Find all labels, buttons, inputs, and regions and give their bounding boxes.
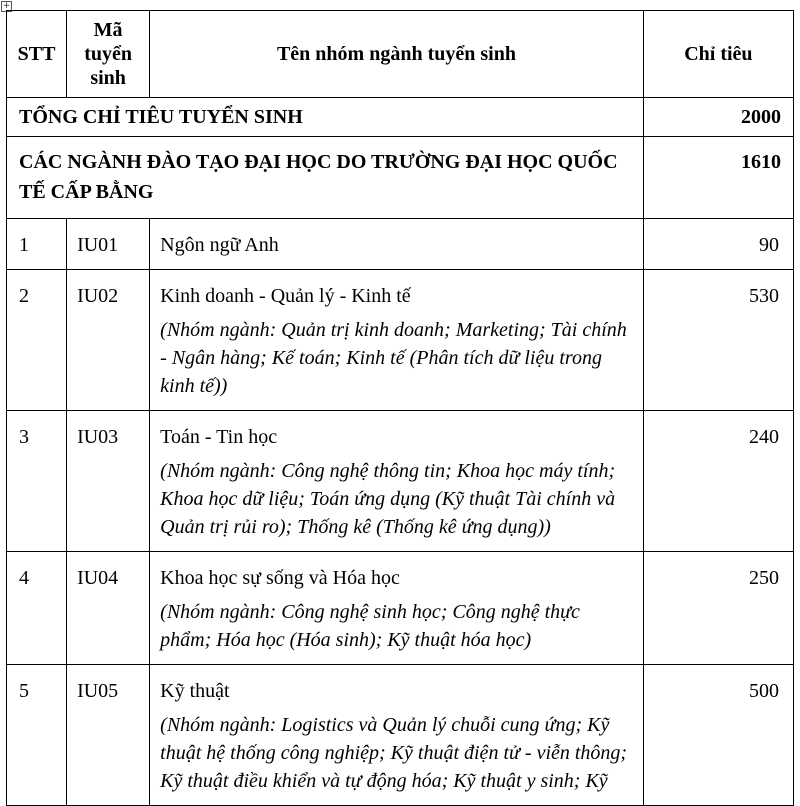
row-quota: 500 [643, 665, 793, 806]
row-name: Kinh doanh - Quản lý - Kinh tế [160, 285, 411, 307]
row-stt: 5 [7, 665, 67, 806]
row-quota: 240 [643, 411, 793, 552]
group-label: CÁC NGÀNH ĐÀO TẠO ĐẠI HỌC DO TRƯỜNG ĐẠI HỌC QUỐC TẾ CẤP BẰNG [7, 137, 644, 219]
row-code: IU05 [67, 665, 150, 806]
header-name: Tên nhóm ngành tuyển sinh [150, 11, 644, 98]
row-name-cell [150, 411, 644, 552]
row-quota: 90 [643, 219, 793, 270]
row-name: Toán - Tin học [160, 426, 278, 448]
row-name: Ngôn ngữ Anh [160, 234, 279, 256]
table-row [7, 665, 794, 806]
row-code: IU04 [67, 552, 150, 665]
row-note: (Nhóm ngành: Công nghệ thông tin; Khoa học máy tính; Khoa học dữ liệu; Toán ứng dụng (Kỹ thuật Tài chính và Quản trị rủi ro); Thống kê (Thống kê ứng dụng)) [160, 460, 616, 538]
row-name-cell [150, 665, 644, 806]
row-code: IU03 [67, 411, 150, 552]
row-quota: 530 [643, 270, 793, 411]
row-name-cell [150, 219, 644, 270]
header-quota: Chỉ tiêu [643, 11, 793, 98]
total-row [7, 98, 794, 137]
row-code: IU01 [67, 219, 150, 270]
table-move-handle-icon[interactable]: + [2, 1, 11, 11]
group-value: 1610 [643, 137, 793, 219]
header-code: Mã tuyển sinh [67, 11, 150, 98]
row-name-cell [150, 270, 644, 411]
row-quota: 250 [643, 552, 793, 665]
group-row [7, 137, 794, 219]
row-stt: 3 [7, 411, 67, 552]
admission-quota-table [6, 10, 794, 806]
row-stt: 4 [7, 552, 67, 665]
row-code: IU02 [67, 270, 150, 411]
table-row [7, 270, 794, 411]
total-value: 2000 [643, 98, 793, 137]
table-row [7, 219, 794, 270]
total-label: TỔNG CHỈ TIÊU TUYỂN SINH [7, 98, 644, 137]
row-name-cell [150, 552, 644, 665]
row-note: (Nhóm ngành: Công nghệ sinh học; Công nghệ thực phẩm; Hóa học (Hóa sinh); Kỹ thuật hóa học) [160, 601, 580, 651]
row-name: Khoa học sự sống và Hóa học [160, 567, 400, 589]
table-row [7, 411, 794, 552]
header-stt: STT [7, 11, 67, 98]
row-note: (Nhóm ngành: Quản trị kinh doanh; Marketing; Tài chính - Ngân hàng; Kế toán; Kinh tế (Phân tích dữ liệu trong kinh tế)) [160, 319, 627, 397]
table-header-row [7, 11, 794, 98]
row-stt: 1 [7, 219, 67, 270]
row-note: (Nhóm ngành: Logistics và Quản lý chuỗi cung ứng; Kỹ thuật hệ thống công nghiệp; Kỹ thuật điện tử - viễn thông; Kỹ thuật điều khiển và tự động hóa; Kỹ thuật y sinh; Kỹ [160, 714, 628, 792]
row-name: Kỹ thuật [160, 680, 230, 702]
row-stt: 2 [7, 270, 67, 411]
table-row [7, 552, 794, 665]
